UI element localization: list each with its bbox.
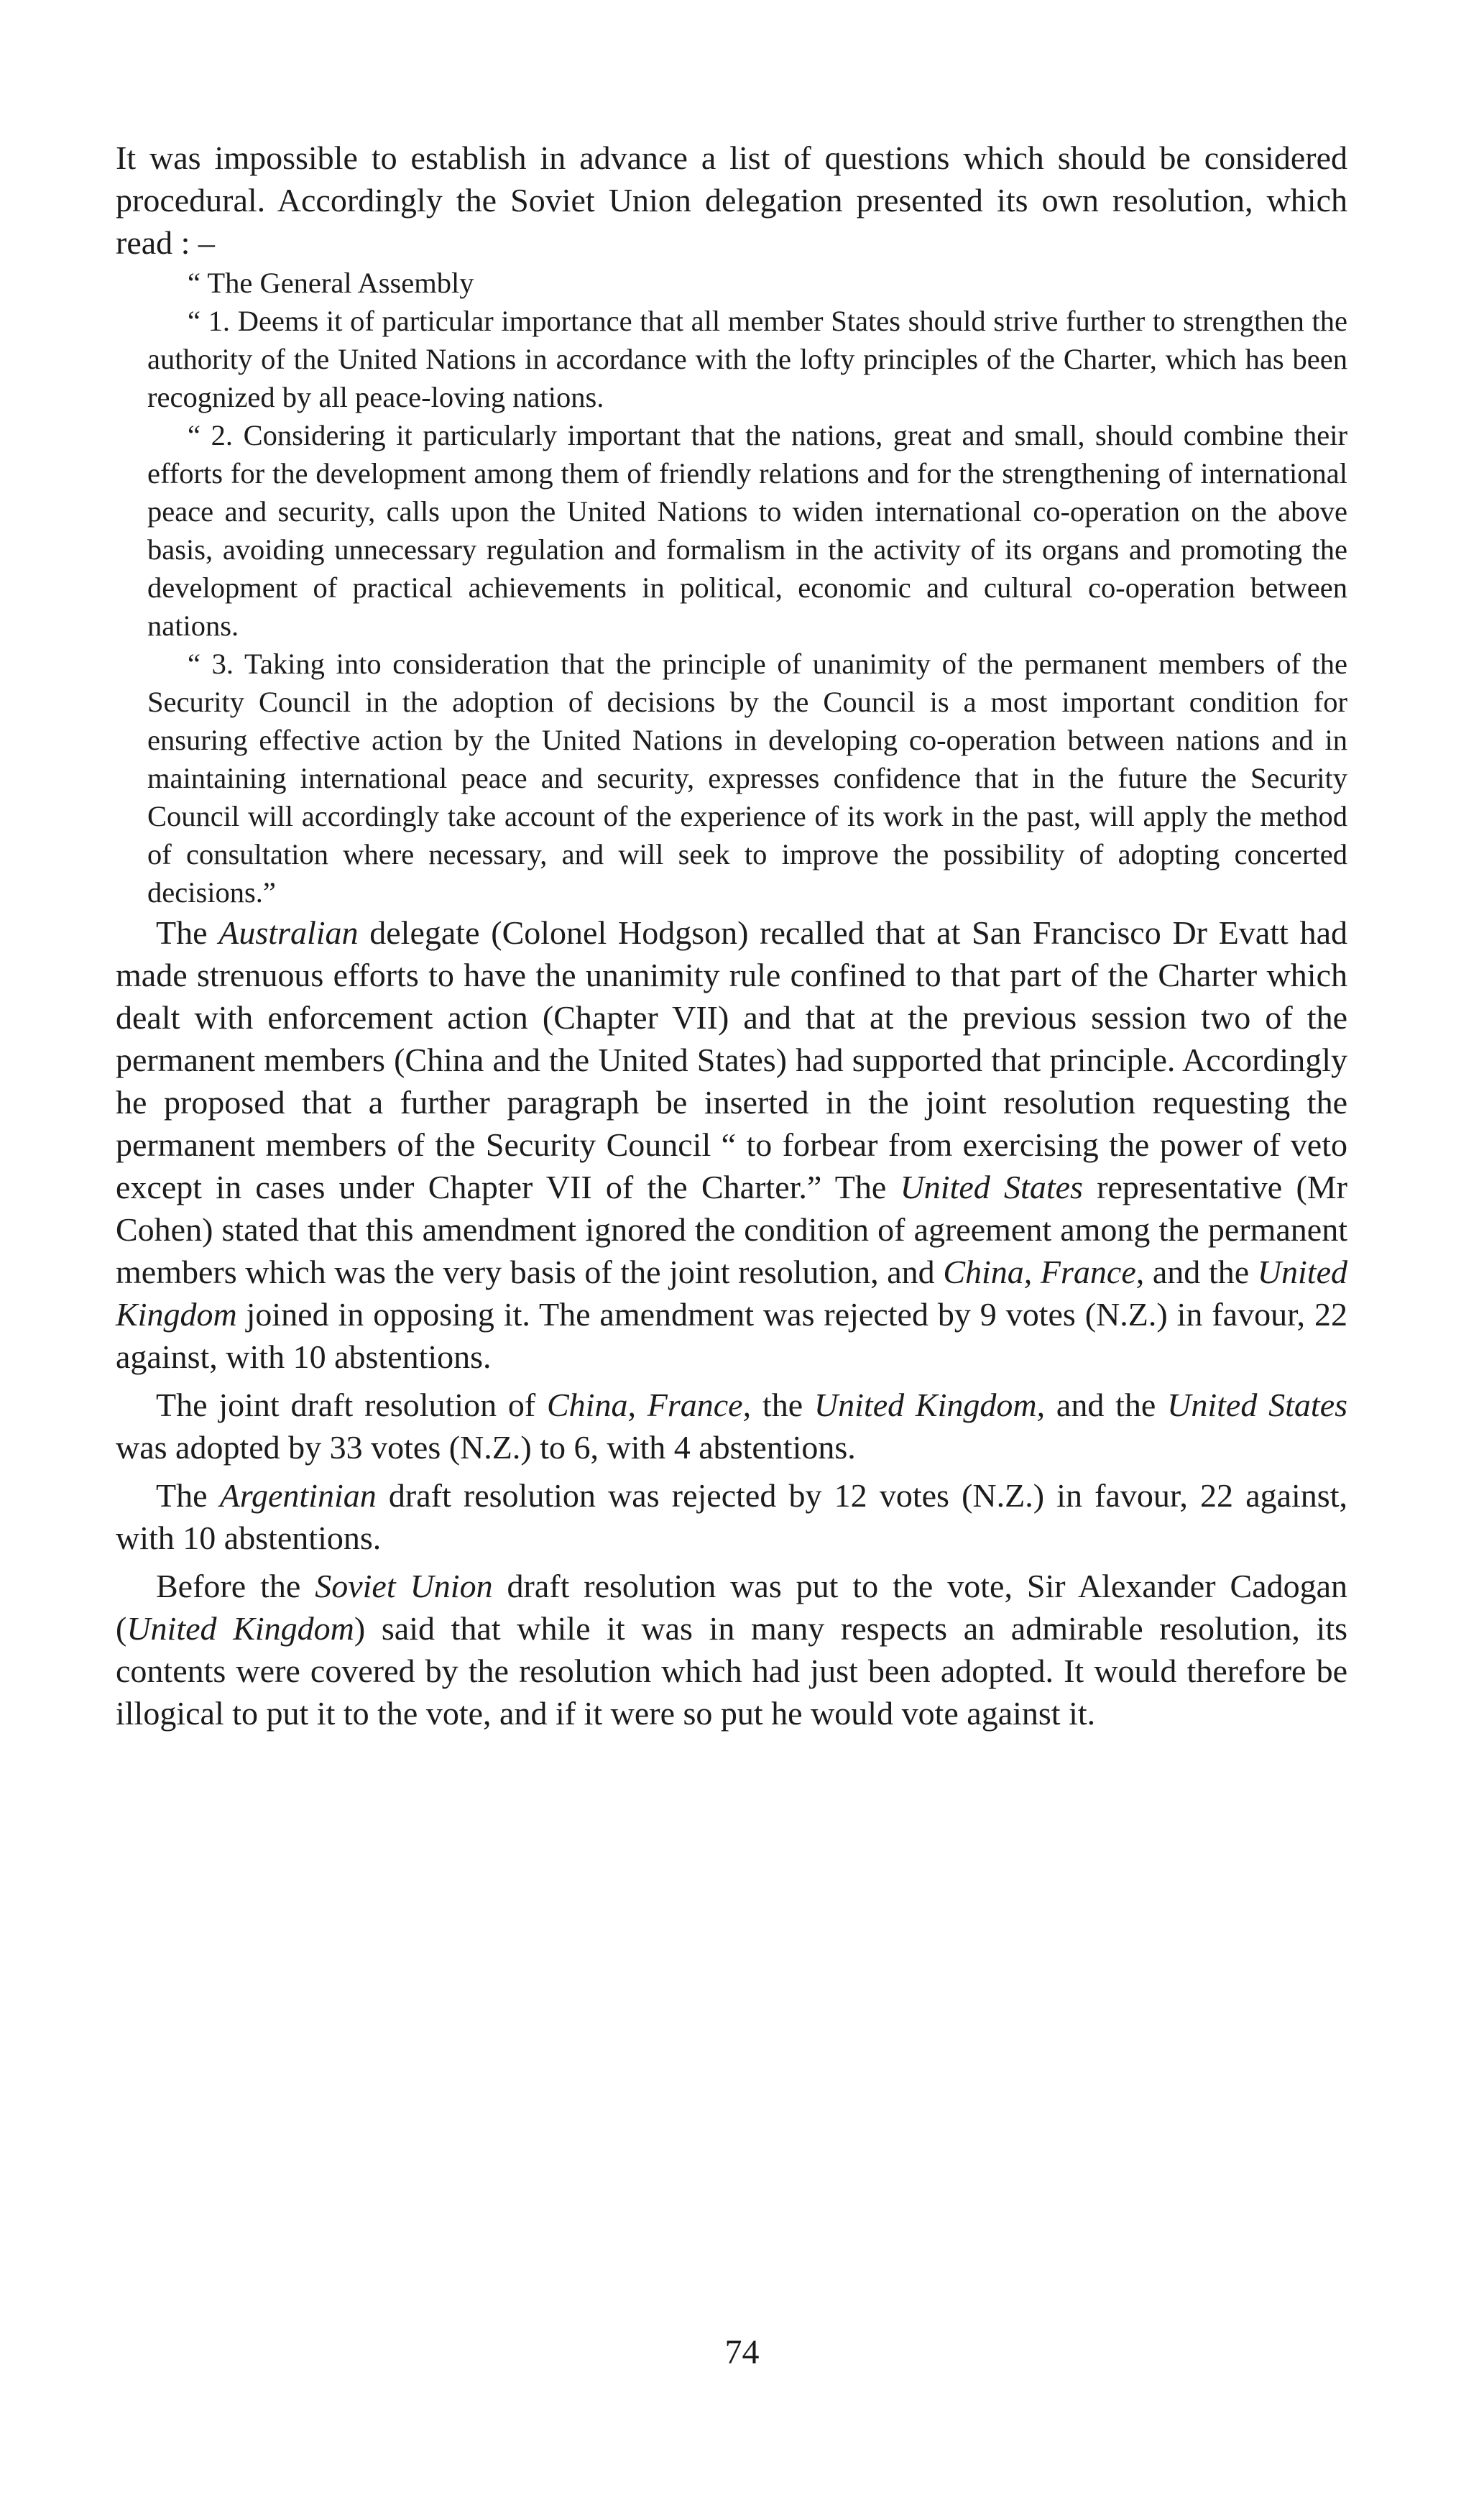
- country-united-kingdom: United Kingdom: [126, 1610, 354, 1647]
- body-text: [116, 137, 1347, 1734]
- intro-paragraph: [116, 137, 1347, 264]
- country-united-kingdom: United Kingdom,: [814, 1387, 1046, 1423]
- argentinian-resolution-paragraph: The Argentinian draft resolution was rejected by 12 votes (N.Z.) in favour, 22 against, with 10 abstentions.: [116, 1477, 1347, 1556]
- country-united-states: United States: [900, 1169, 1083, 1205]
- country-argentinian: Argentinian: [219, 1477, 377, 1514]
- intro-sentence-2: Accordingly the Soviet Union delegation presented its own resolution, which read : –: [116, 182, 1347, 261]
- country-united-states: United States: [1167, 1387, 1348, 1423]
- country-china-france: China, France,: [547, 1387, 752, 1423]
- soviet-resolution-paragraph: Before the Soviet Union draft resolution was put to the vote, Sir Alexander Cadogan (United Kingdom) said that while it was in many respects an admirable resolution, its contents were covered by the resolution which had just been adopted. It would therefore be illogical to put it to the vote, and if it were so put he would vote against it.: [116, 1568, 1347, 1732]
- country-australian: Australian: [218, 914, 359, 951]
- intro-sentence-1: It was impossible to establish in advance a list of questions which should be considered procedural.: [116, 139, 1347, 219]
- quote-paragraph-2: “ 2. Considering it particularly important that the nations, great and small, should combine their efforts for the development among them of friendly relations and for the strengthening of international peace and security, calls upon the United Nations to widen international co-operation on the above basis, avoiding unnecessary regulation and formalism in the activity of its organs and promoting the development of practical achievements in political, economic and cultural co-operation between nations.: [147, 419, 1347, 642]
- joint-resolution-paragraph: The joint draft resolution of China, France, the United Kingdom, and the United States was adopted by 33 votes (N.Z.) to 6, with 4 abstentions.: [116, 1387, 1348, 1466]
- page-number: 74: [724, 2333, 760, 2371]
- country-china-france: China, France,: [943, 1254, 1145, 1290]
- country-soviet-union: Soviet Union: [315, 1568, 493, 1604]
- country-united-kingdom: United Kingdom: [116, 1254, 1347, 1333]
- quote-paragraph-3: “ 3. Taking into consideration that the principle of unanimity of the permanent members of the Security Council in the adoption of decisions by the Council is a most important condition for ensuring effective action by the United Nations in developing co-operation between nations and in maintaining international peace and security, expresses confidence that in the future the Security Council will accordingly take account of the experience of its work in the past, will apply the method of consultation where necessary, and will seek to improve the possibility of adopting concerted decisions.”: [147, 648, 1347, 909]
- quote-heading: “ The General Assembly: [188, 267, 474, 299]
- soviet-resolution-quote: [147, 264, 1347, 911]
- australian-amendment-paragraph: The Australian delegate (Colonel Hodgson) recalled that at San Francisco Dr Evatt had made strenuous efforts to have the unanimity rule confined to that part of the Charter which dealt with enforcement action (Chapter VII) and that at the previous session two of the permanent members (China and the United States) had supported that principle. Accordingly he proposed that a further paragraph be inserted in the joint resolution requesting the permanent members of the Security Council “ to forbear from exercising the power of veto except in cases under Chapter VII of the Charter.” The United States representative (Mr Cohen) stated that this amendment ignored the condition of agreement among the permanent members which was the very basis of the joint resolution, and China, France, and the United Kingdom joined in opposing it. The amendment was rejected by 9 votes (N.Z.) in favour, 22 against, with 10 abstentions.: [116, 914, 1347, 1375]
- quote-paragraph-1: “ 1. Deems it of particular importance that all member States should strive further to strengthen the authority of the United Nations in accordance with the lofty principles of the Charter, which has been recognized by all peace-loving nations.: [147, 305, 1347, 413]
